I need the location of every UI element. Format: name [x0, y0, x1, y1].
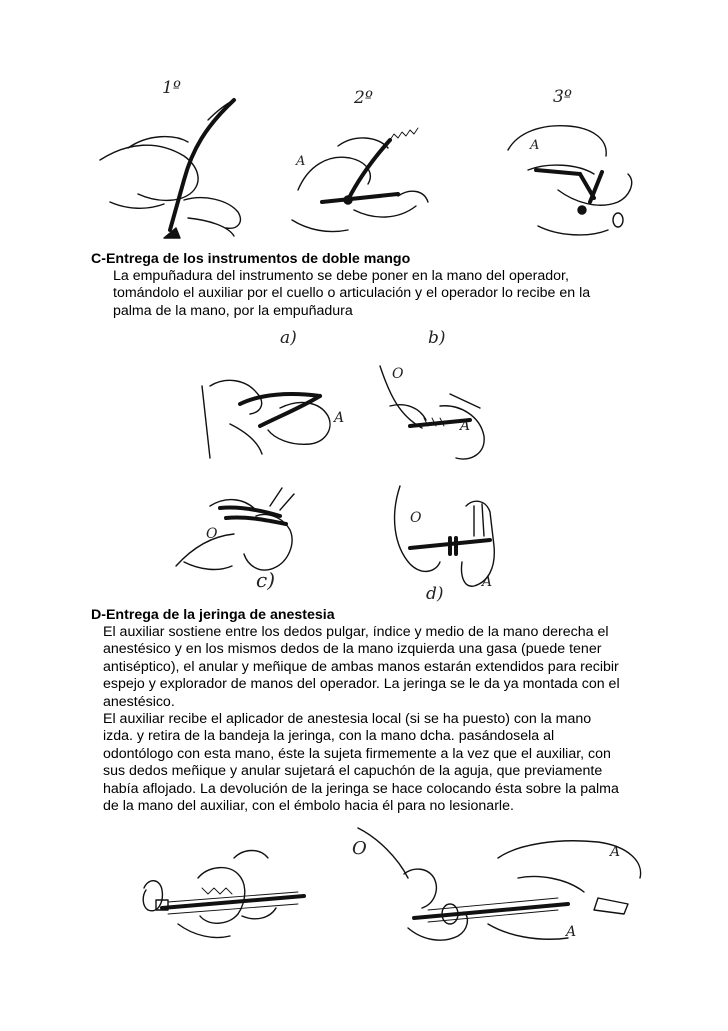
step-label-2: 2º — [354, 88, 373, 108]
figure-top — [88, 70, 648, 250]
hand-letter-o: O — [352, 838, 367, 859]
paragraph-line: izda. y retira de la bandeja la jeringa, con la mano dcha. pasándosela al — [103, 728, 555, 745]
figure-label-b: b) — [428, 328, 446, 348]
instrument-pass-sketch-2 — [278, 70, 458, 250]
instrument-pass-sketch-3 — [498, 70, 648, 250]
section-c-heading: C-Entrega de los instrumentos de doble mango — [91, 251, 411, 267]
double-handle-pass-sketch-d — [370, 476, 500, 606]
hand-letter-a: A — [566, 924, 577, 940]
double-handle-pass-sketch-b — [370, 346, 500, 466]
figure-label-a: a) — [280, 328, 297, 348]
paragraph-line: espejo y explorador de manos del operador. La jeringa se le da ya montada con el — [103, 676, 620, 693]
instrument-pass-sketch-1 — [88, 70, 268, 250]
figure-label-c: c) — [256, 568, 276, 592]
syringe-pass-sketch-left — [138, 818, 318, 958]
double-handle-pass-sketch-c — [170, 476, 340, 596]
step-label-3: 3º — [553, 87, 572, 107]
figure-middle — [170, 326, 500, 616]
paragraph-line: El auxiliar sostiene entre los dedos pulgar, índice y medio de la mano derecha el — [103, 624, 609, 640]
section-d-paragraph — [103, 624, 620, 815]
section-d-heading: D-Entrega de la jeringa de anestesia — [91, 607, 335, 623]
paragraph-line: anestésico. — [103, 693, 175, 710]
paragraph-line: El auxiliar recibe el aplicador de anestesia local (si se ha puesto) con la mano — [103, 711, 592, 728]
paragraph-line: de la mano del auxiliar, con el émbolo hacia él para no lesionarle. — [103, 798, 514, 815]
hand-letter-o: O — [206, 526, 218, 542]
hand-letter-a: A — [296, 154, 306, 169]
hand-letter-a: A — [460, 418, 471, 434]
paragraph-line: antiséptico), el anular y meñique de ambas manos estarán extendidos para recibir — [103, 658, 619, 675]
section-c-paragraph — [113, 268, 590, 320]
figure-label-d: d) — [426, 584, 444, 604]
paragraph-line: había aflojado. La devolución de la jeringa se hace colocando ésta sobre la palma — [103, 780, 619, 797]
hand-letter-o: O — [392, 366, 404, 382]
paragraph-line: odontólogo con esta mano, éste la sujeta firmemente a la vez que el auxiliar, con — [103, 745, 611, 762]
syringe-pass-sketch-right — [318, 818, 648, 958]
paragraph-line: La empuñadura del instrumento se debe poner en la mano del operador, — [113, 268, 569, 284]
figure-bottom — [138, 818, 648, 958]
double-handle-pass-sketch-a — [170, 346, 340, 466]
hand-letter-a: A — [334, 410, 345, 426]
paragraph-line: anestésico y en los mismos dedos de la mano izquierda una gasa (puede tener — [103, 641, 602, 658]
hand-letter-a: A — [530, 138, 540, 153]
hand-letter-o: O — [410, 510, 422, 526]
hand-letter-a: A — [482, 574, 493, 590]
step-label-1: 1º — [162, 78, 181, 98]
paragraph-line: palma de la mano, por la empuñadura — [113, 302, 353, 319]
paragraph-line: sus dedos meñique y anular sujetará el capuchón de la aguja, que previamente — [103, 763, 603, 780]
hand-letter-a: A — [610, 844, 621, 860]
paragraph-line: tomándolo el auxiliar por el cuello o articulación y el operador lo recibe en la — [113, 285, 591, 302]
